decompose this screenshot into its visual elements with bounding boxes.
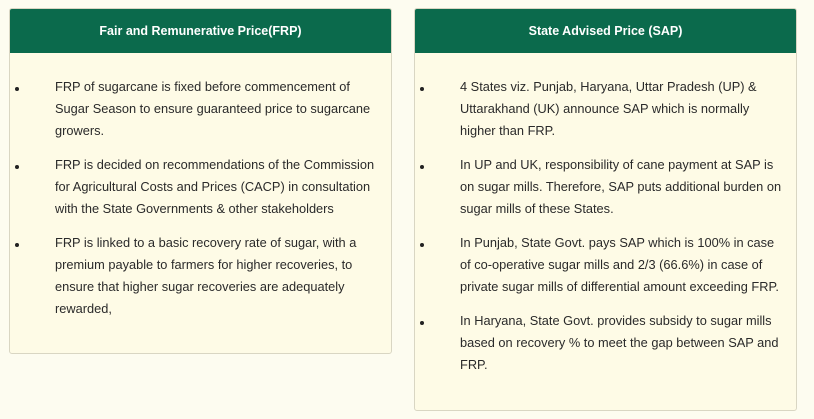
- sap-card-header: [415, 9, 796, 53]
- sap-point-text: In Haryana, State Govt. provides subsidy to sugar mills based on recovery % to meet the gap between SAP and FRP.: [460, 313, 779, 372]
- sap-point-text: In UP and UK, responsibility of cane payment at SAP is on sugar mills. Therefore, SAP puts additional burden on sugar mills of these States.: [460, 157, 782, 216]
- sap-point: [415, 154, 796, 220]
- frp-point-text: FRP is linked to a basic recovery rate of sugar, with a premium payable to farmers for higher recoveries, to ensure that higher sugar recoveries are adequately rewarded,: [55, 235, 357, 316]
- frp-point: [10, 76, 391, 142]
- bullet-icon: [15, 165, 19, 169]
- frp-point-text: FRP of sugarcane is fixed before commencement of Sugar Season to ensure guaranteed price to sugarcane growers.: [55, 79, 371, 138]
- sap-point-text: 4 States viz. Punjab, Haryana, Uttar Pradesh (UP) & Uttarakhand (UK) announce SAP which is normally higher than FRP.: [460, 79, 757, 138]
- sap-card: [414, 8, 797, 411]
- sap-point: [415, 310, 796, 376]
- sap-point: [415, 232, 796, 298]
- frp-card-header: [10, 9, 391, 53]
- bullet-icon: [420, 243, 424, 247]
- frp-point-text: FRP is decided on recommendations of the Commission for Agricultural Costs and Prices (CACP) in consultation with the State Governments & other stakeholders: [55, 157, 375, 216]
- frp-card: [9, 8, 392, 354]
- sap-point-text: In Punjab, State Govt. pays SAP which is 100% in case of co-operative sugar mills and 2/3 (66.6%) in case of private sugar mills of differential amount exceeding FRP.: [460, 235, 779, 294]
- sap-title: State Advised Price (SAP): [528, 24, 683, 38]
- bullet-icon: [420, 165, 424, 169]
- frp-point-list: [10, 53, 391, 320]
- sap-point-list: [415, 53, 796, 376]
- bullet-icon: [15, 243, 19, 247]
- frp-point: [10, 232, 391, 320]
- frp-point: [10, 154, 391, 220]
- bullet-icon: [420, 321, 424, 325]
- bullet-icon: [15, 87, 19, 91]
- bullet-icon: [420, 87, 424, 91]
- sap-point: [415, 76, 796, 142]
- frp-title: Fair and Remunerative Price(FRP): [99, 24, 302, 38]
